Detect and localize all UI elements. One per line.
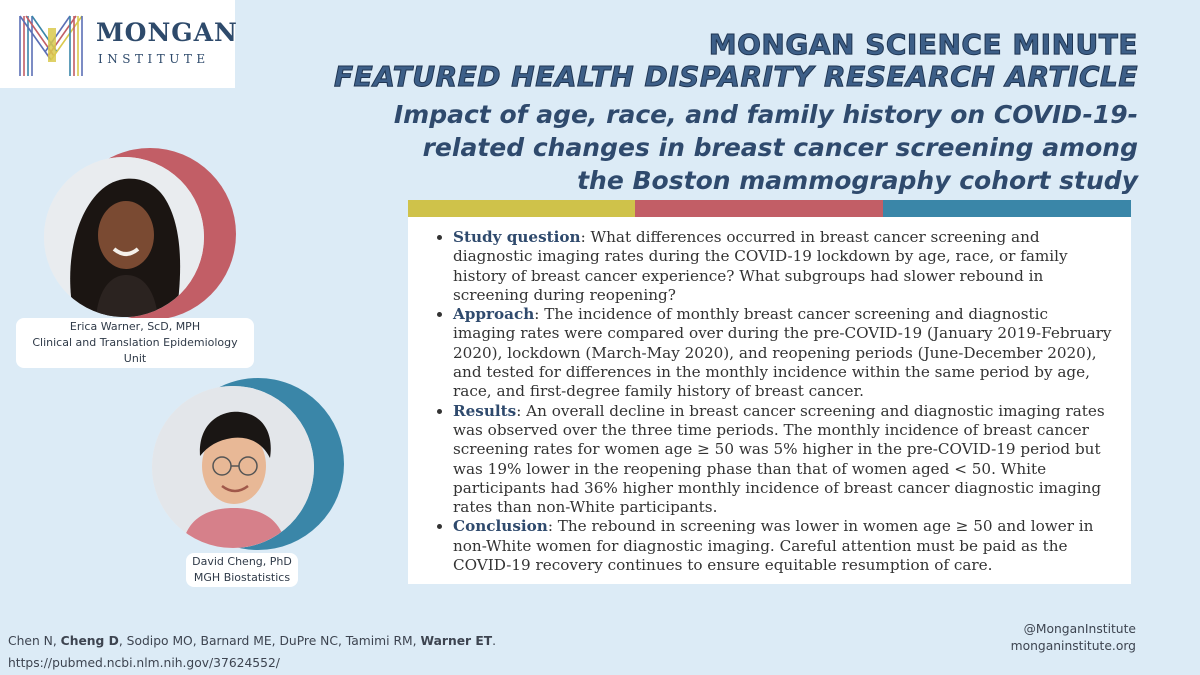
logo-subtitle: INSTITUTE xyxy=(98,52,210,66)
item-label: Approach xyxy=(453,305,535,324)
person-affiliation: MGH Biostatistics xyxy=(193,571,291,584)
portrait-man-icon xyxy=(152,386,314,548)
article-title: Impact of age, race, and family history on COVID-19-related changes in breast cancer screening among the Boston mammography cohort study xyxy=(393,100,1138,195)
item-label: Study question xyxy=(453,228,581,246)
color-bar-red xyxy=(635,200,883,217)
list-item-conclusion xyxy=(453,517,1113,575)
list-item-study-question xyxy=(453,228,1113,305)
citation-url[interactable]: https://pubmed.ncbi.nlm.nih.gov/37624552/ xyxy=(8,656,280,670)
person-affiliation: Clinical and Translation Epidemiology Unit xyxy=(32,336,238,365)
featured-heading: FEATURED HEALTH DISPARITY RESEARCH ARTICLE xyxy=(334,60,1138,93)
item-text: : The rebound in screening was lower in women age ≥ 50 and lower in non-White women for diagnostic imaging. Careful attention must be paid as the COVID-19 recovery continues to ensure equitable resumption of care. xyxy=(453,517,1094,575)
citation-end: . xyxy=(492,634,497,648)
citation-author-cheng: Cheng D xyxy=(60,634,119,648)
color-bar xyxy=(408,200,1131,217)
logo xyxy=(0,0,238,88)
mongan-m-logo-icon xyxy=(14,10,88,78)
david-cheng-caption xyxy=(186,553,298,587)
portrait-woman-icon xyxy=(44,157,204,317)
series-title: MONGAN SCIENCE MINUTE xyxy=(708,28,1138,61)
summary-box xyxy=(408,217,1131,584)
social-handle[interactable]: @MonganInstitute xyxy=(1023,622,1136,636)
person-name: David Cheng, PhD xyxy=(192,555,292,568)
person-name: Erica Warner, ScD, MPH xyxy=(69,320,201,333)
list-item-results xyxy=(453,402,1113,518)
social-info xyxy=(1011,621,1136,655)
erica-warner-photo xyxy=(44,157,204,317)
item-label: Results xyxy=(453,401,517,420)
color-bar-yellow xyxy=(408,200,635,217)
erica-warner-caption xyxy=(16,318,254,368)
list-item-approach xyxy=(453,305,1113,401)
logo-name: MONGAN xyxy=(96,18,238,47)
citation xyxy=(8,634,496,648)
summary-list xyxy=(408,228,1113,575)
color-bar-blue xyxy=(883,200,1131,217)
item-text: : The incidence of monthly breast cancer screening and diagnostic imaging rates were compared over during the pre-COVID-19 (January 2019-February 2020), lockdown (March-May 2020), and reopening periods (June-December 2020), and tested for differences in the monthly incidence within the same period by age, race, and first-degree family history of breast cancer. xyxy=(453,305,1112,401)
citation-author-warner: Warner ET xyxy=(420,634,493,648)
item-text: : What differences occurred in breast cancer screening and diagnostic imaging rates during the COVID-19 lockdown by age, race, or family history of breast cancer experience? What subgroups had slower rebound in screening during reopening? xyxy=(453,228,1068,304)
david-cheng-photo xyxy=(152,386,314,548)
item-text: : An overall decline in breast cancer screening and diagnostic imaging rates was observed over the three time periods. The monthly incidence of breast cancer screening rates for women age ≥ 50 was 5% higher in the pre-COVID-19 period but was 19% lower in the reopening phase than that of women aged < 50. White participants had 36% higher monthly incidence of breast cancer diagnostic imaging rates than non-White participants. xyxy=(453,401,1105,517)
website-link[interactable]: monganinstitute.org xyxy=(1010,639,1136,653)
item-label: Conclusion xyxy=(453,517,548,536)
citation-authors-1: Chen N, xyxy=(8,634,61,648)
citation-authors-2: , Sodipo MO, Barnard ME, DuPre NC, Tamimi RM, xyxy=(118,634,421,648)
